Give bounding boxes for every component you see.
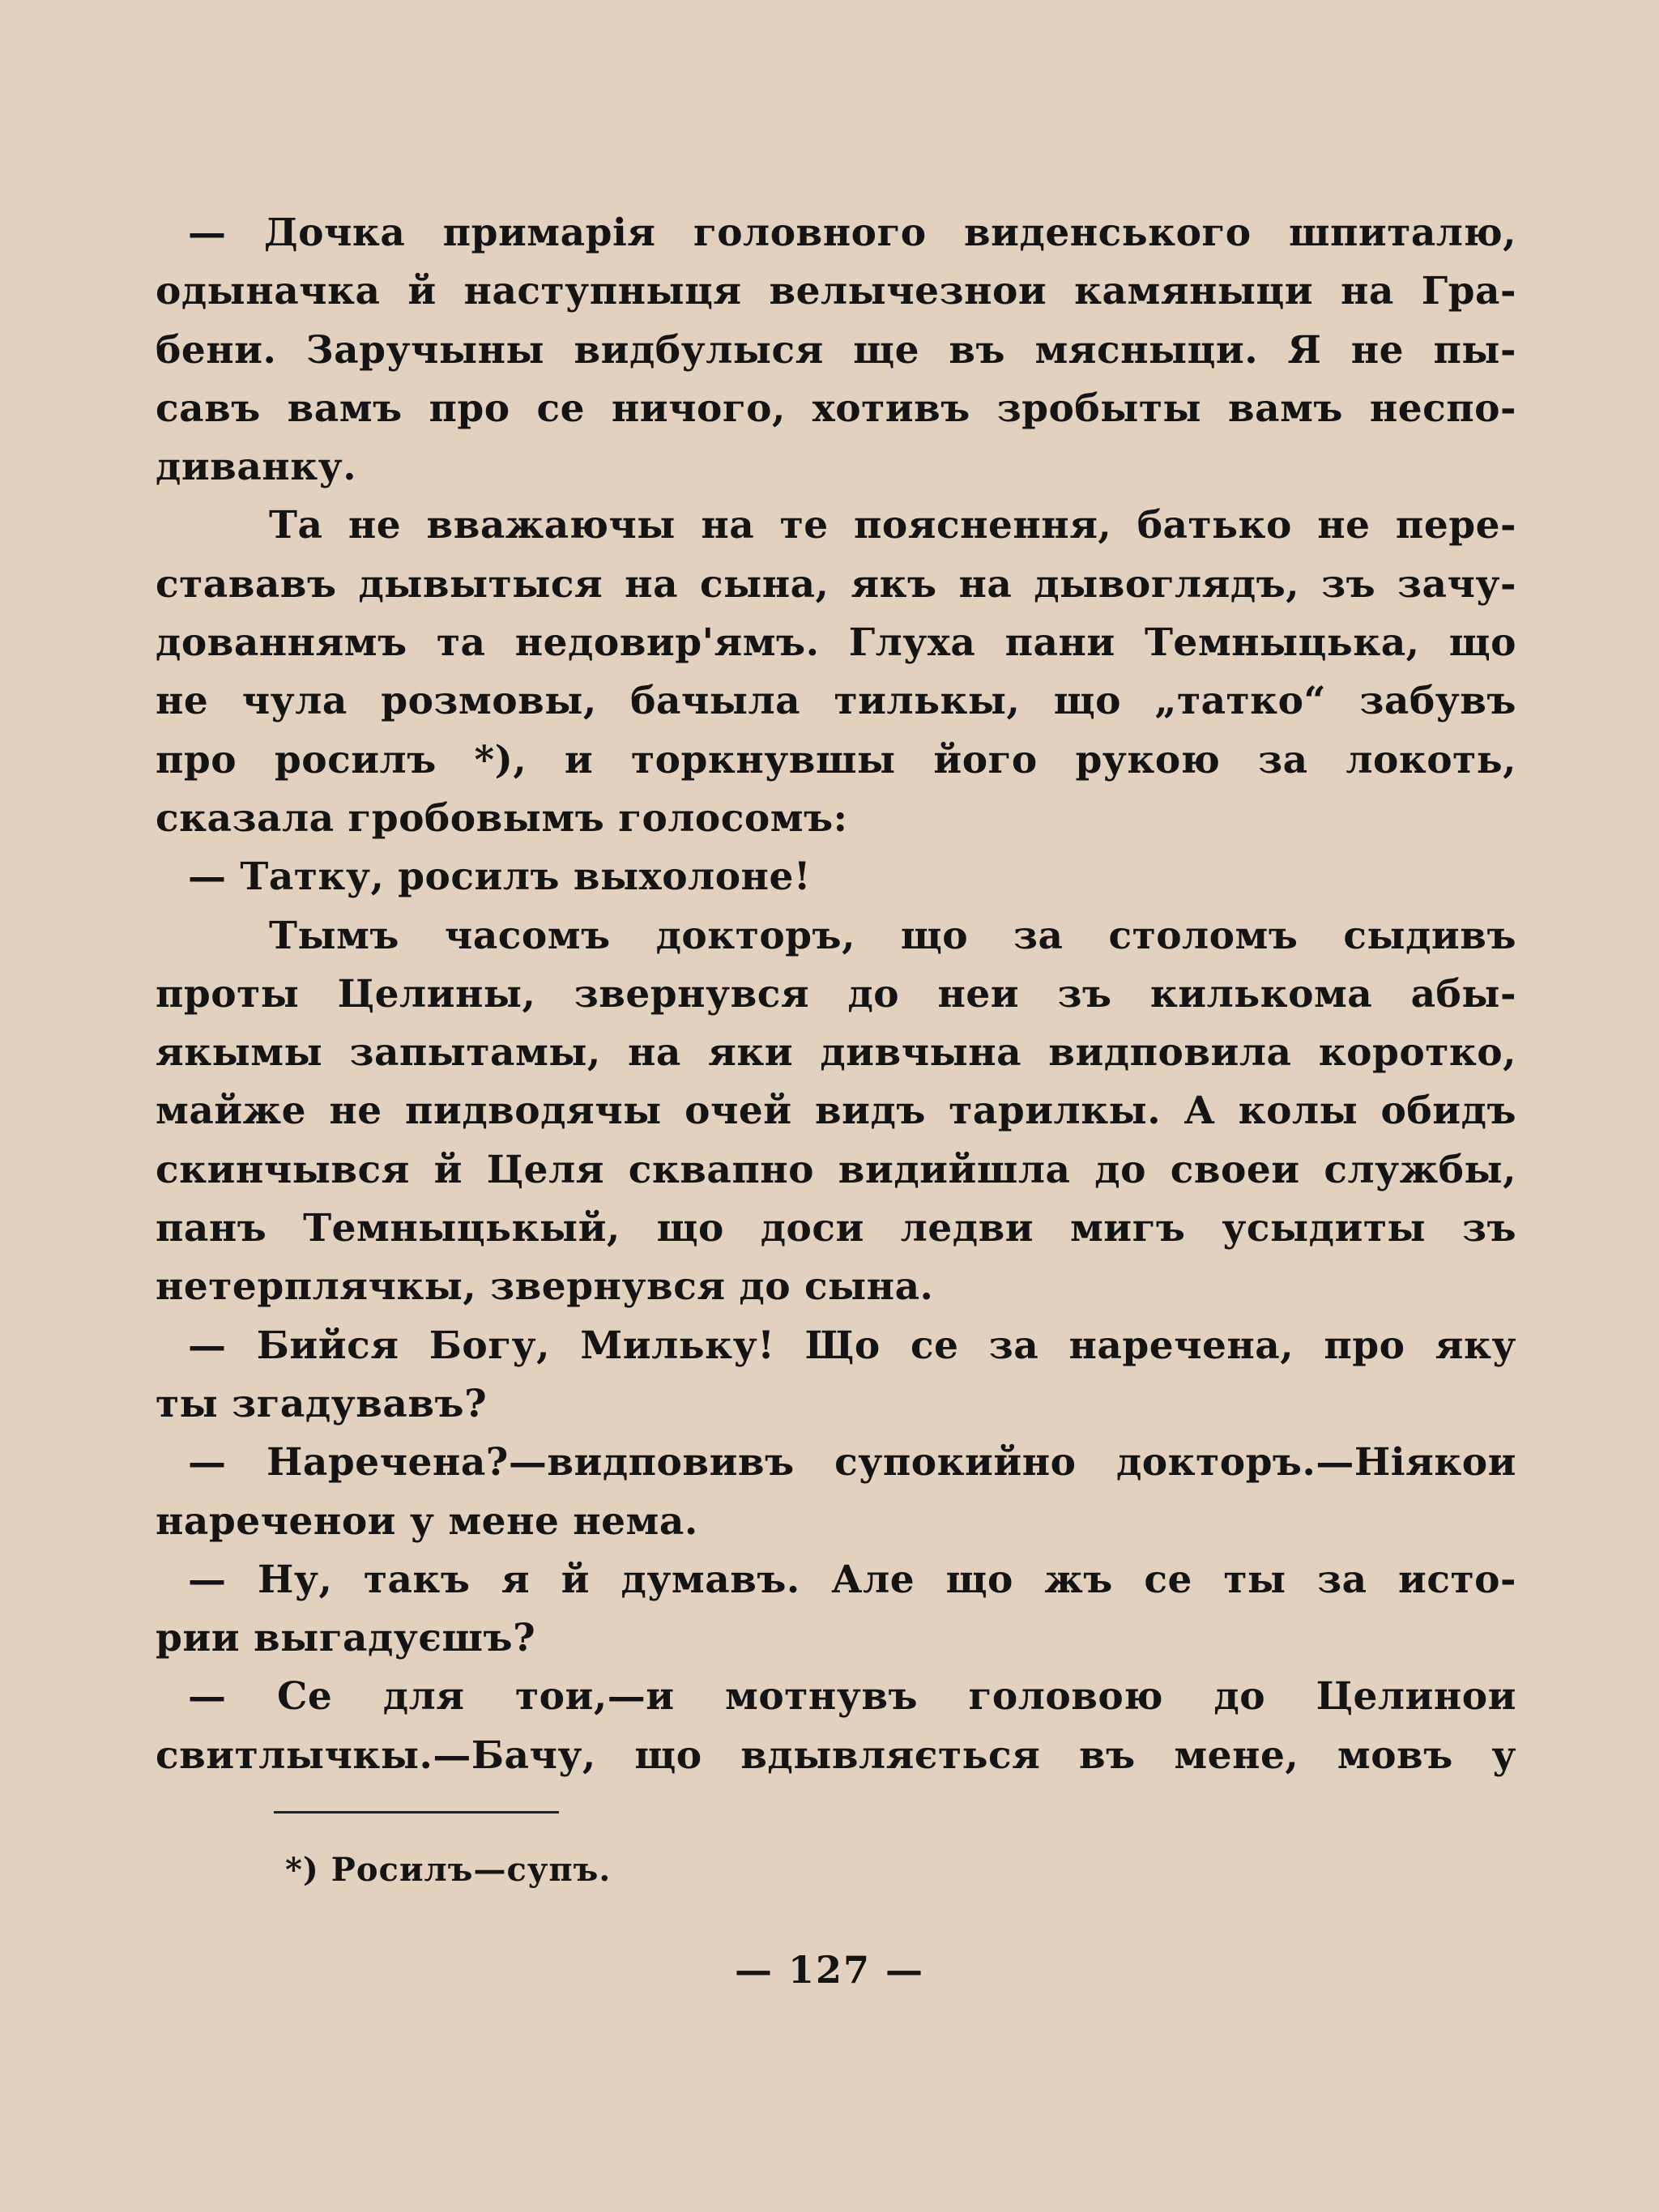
footnote-rule [274, 1811, 559, 1813]
text-line: — Бийся Богу, Мильку! Що се за наречена, про яку [188, 1323, 1516, 1368]
text-line: сказала гробовымъ голосомъ: [156, 795, 848, 841]
text-line: свитлычкы.—Бачу, що вдывляється въ мене, мовъ у [156, 1733, 1516, 1778]
page-number: — 127 — [734, 1948, 925, 1992]
text-line: — Се для тои,—и мотнувъ головою до Целинои [188, 1674, 1516, 1720]
text-line: Та не вважаючы на те пояснення, батько не пере- [269, 503, 1516, 548]
text-line: — Татку, росилъ выхолоне! [188, 855, 811, 900]
text-line: панъ Темныцькый, що доси ледви мигъ усыдиты зъ [156, 1206, 1516, 1251]
text-line: ты згадувавъ? [156, 1381, 488, 1426]
text-line: майже не пидводячы очей видъ тарилкы. А колы обидъ [156, 1089, 1516, 1134]
text-line: Тымъ часомъ докторъ, що за столомъ сыдивъ [269, 913, 1516, 958]
text-line: одыначка й наступныця велычезнои камяныци на Гра- [156, 269, 1516, 314]
text-line: диванку. [156, 445, 357, 490]
text-line: не чула розмовы, бачыла тилькы, що „татко“ забувъ [156, 679, 1516, 724]
text-line: нареченои у мене нема. [156, 1498, 698, 1544]
text-line: проты Целины, звернувся до неи зъ килькома абы- [156, 971, 1516, 1016]
text-line: рии выгадуєшъ? [156, 1616, 536, 1661]
text-line: скинчывся й Целя сквапно видийшла до своеи службы, [156, 1147, 1516, 1192]
text-line: — Наречена?—видповивъ супокийно докторъ.—Ніякои [188, 1440, 1516, 1485]
text-line: нетерплячкы, звернувся до сына. [156, 1264, 934, 1310]
footnote: *) Росилъ—супъ. [285, 1851, 612, 1889]
text-line: дованнямъ та недовир'ямъ. Глуха пани Темныцька, що [156, 620, 1516, 666]
text-line: савъ вамъ про се ничого, хотивъ зробыты вамъ неспо- [156, 386, 1516, 431]
text-line: про росилъ *), и торкнувшы його рукою за локоть, [156, 737, 1516, 782]
text-line: якымы запытамы, на яки дивчына видповила коротко, [156, 1030, 1516, 1076]
page-body [156, 204, 1516, 1785]
text-line: — Ну, такъ я й думавъ. Але що жъ се ты за исто- [188, 1557, 1516, 1602]
text-line: стававъ дывытыся на сына, якъ на дывоглядъ, зъ зачу- [156, 561, 1516, 607]
text-line: — Дочка примарія головного виденського шпиталю, [188, 211, 1516, 255]
text-line: бени. Заручыны видбулыся ще въ мясныци. Я не пы- [156, 327, 1516, 373]
